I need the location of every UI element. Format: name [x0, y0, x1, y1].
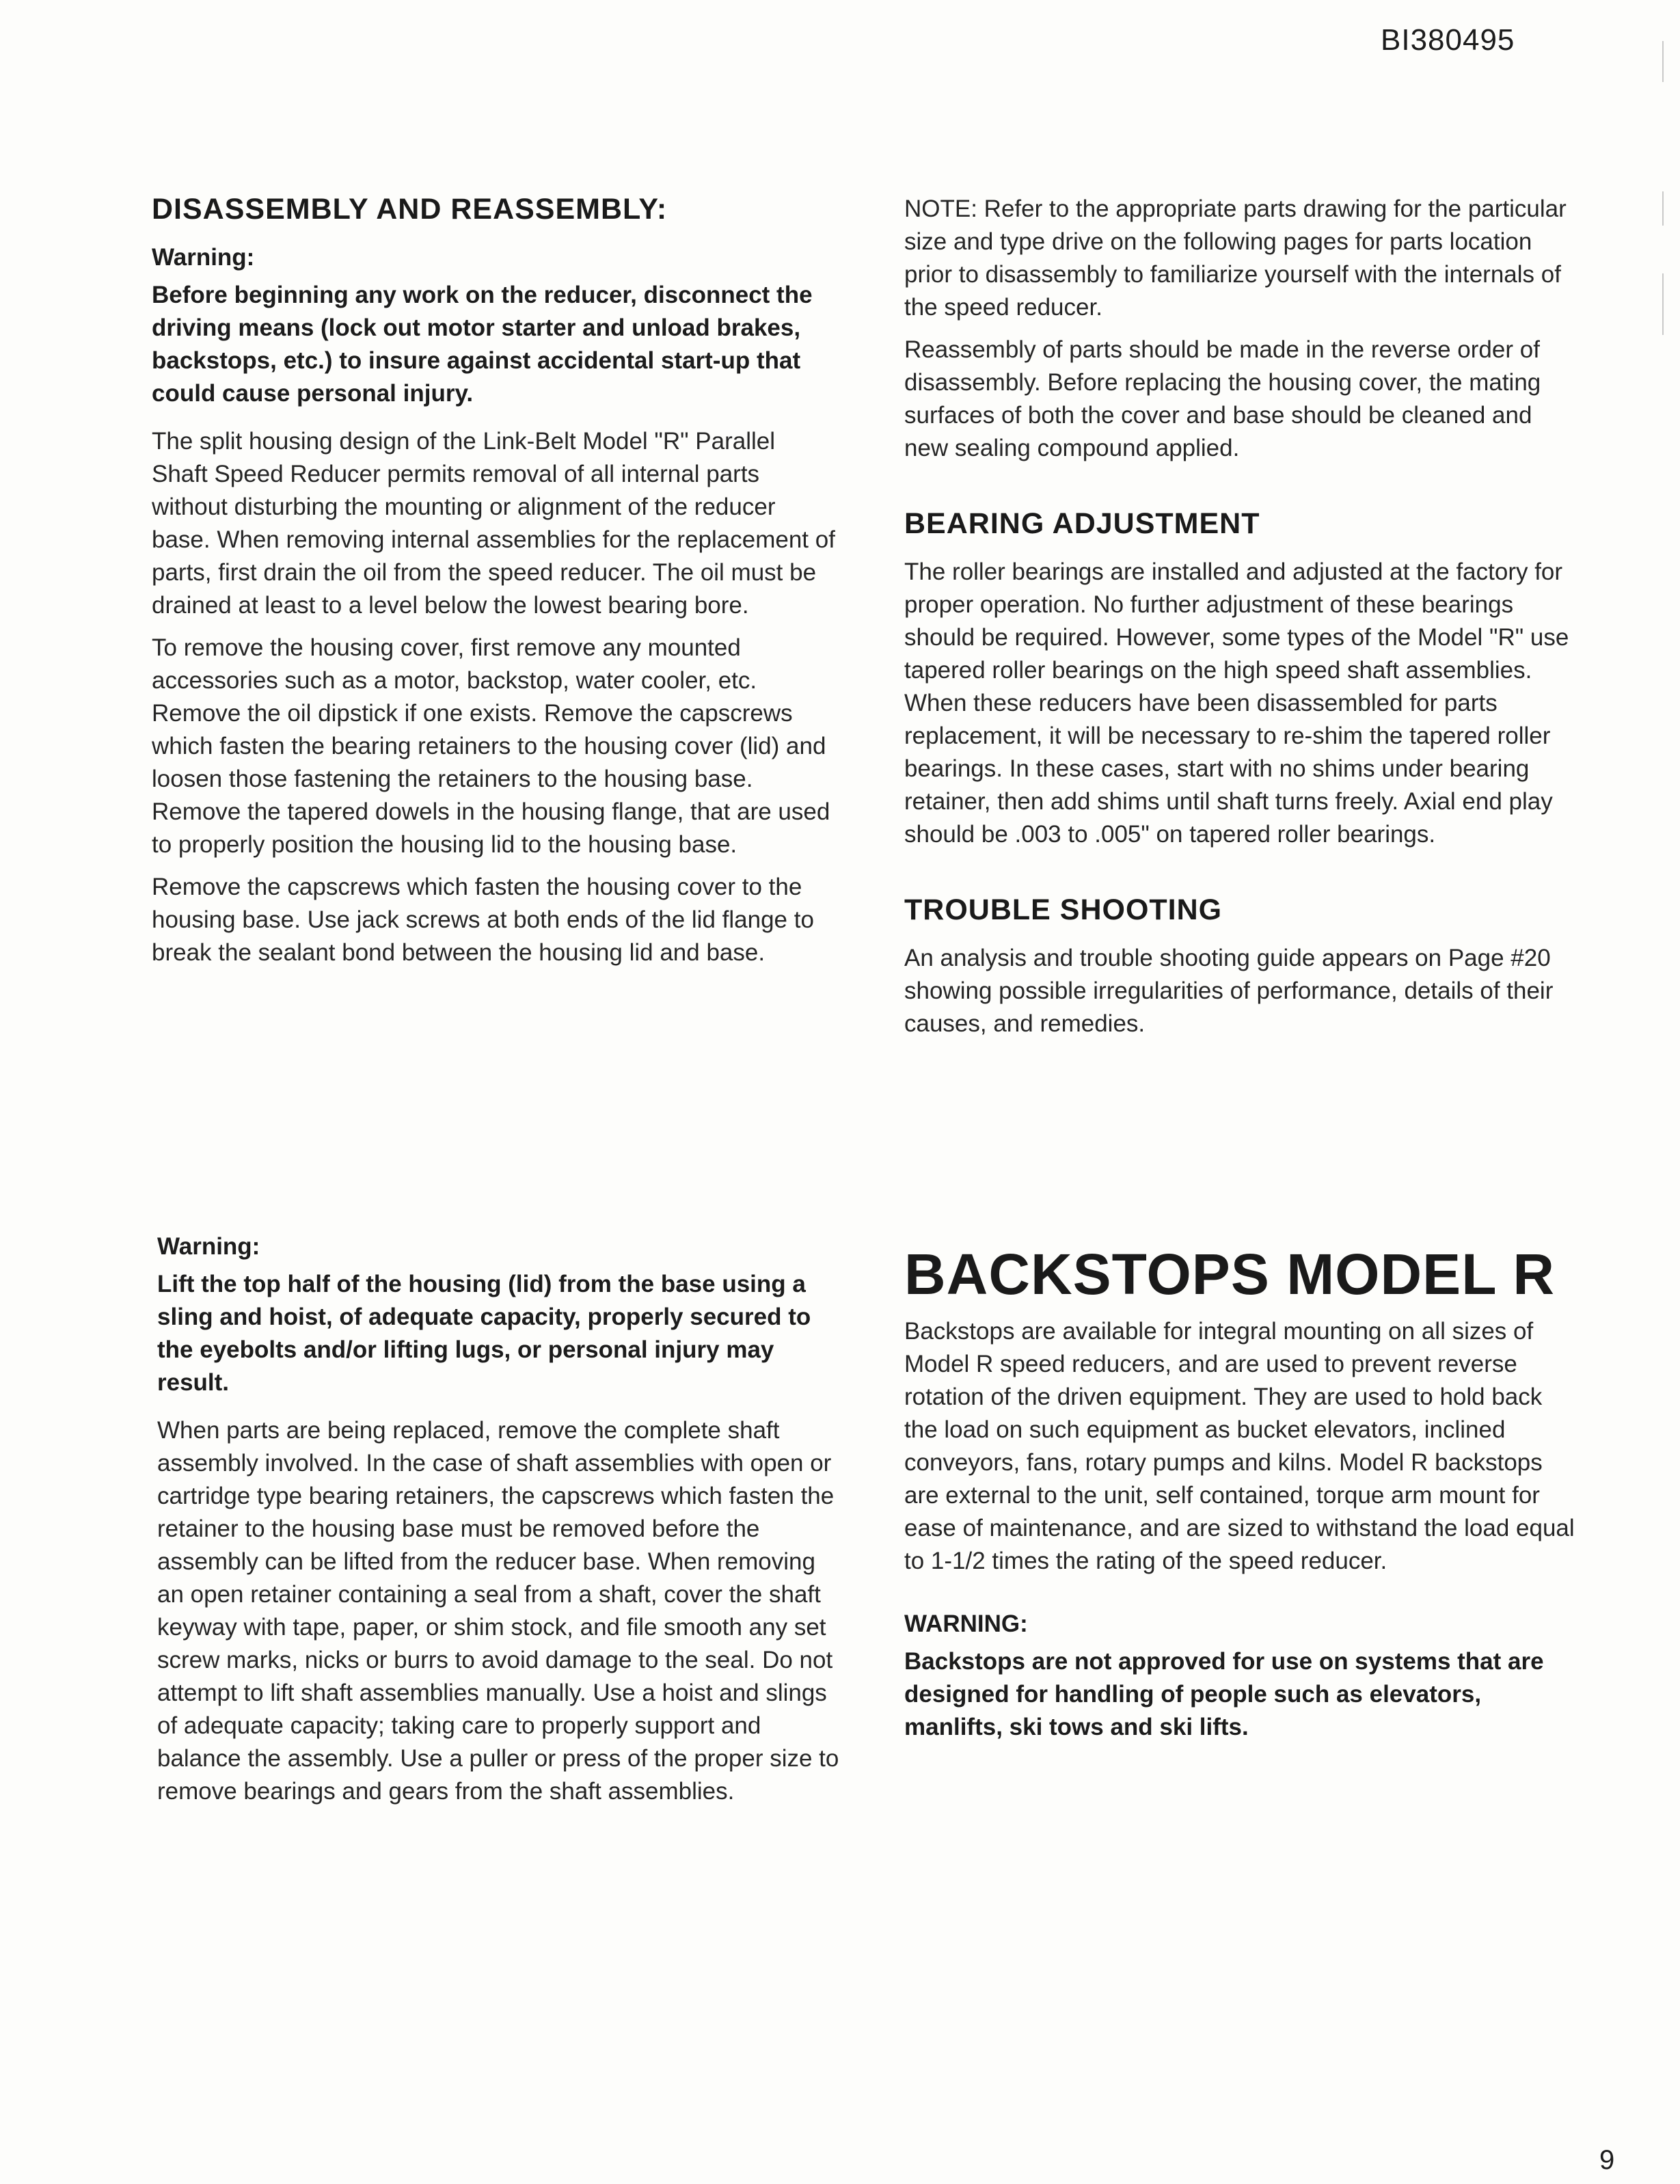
body-paragraph: When parts are being replaced, remove the complete shaft assembly involved. In the case of shaft assemblies with open or cartridge type bearing retainers, the capscrews which fasten the retainer to the housing base must be removed before the assembly can be lifted from the reducer base. When removing an open retainer containing a seal from a shaft, cover the shaft keyway with tape, paper, or shim stock, and file smooth any set screw marks, nicks or burrs to avoid damage to the seal. Do not attempt to lift shaft assemblies manually. Use a hoist and slings of adequate capacity; taking care to properly support and balance the assembly. Use a puller or press of the proper size to remove bearings and gears from the shaft assemblies.: [157, 1417, 839, 1805]
warning-text: Lift the top half of the housing (lid) from the base using a sling and hoist, of adequate capacity, properly secured to the eyebolts and/or lifting lugs, or personal injury may result.: [157, 1271, 811, 1396]
reassembly-section: [904, 193, 1577, 1050]
scan-edge-mark: [1662, 41, 1664, 82]
trouble-shooting-heading: TROUBLE SHOOTING: [904, 893, 1223, 926]
scan-edge-mark: [1662, 191, 1664, 226]
backstops-paragraph: Backstops are available for integral mounting on all sizes of Model R speed reducers, and are used to prevent reverse rotation of the driven equipment. They are used to hold back the load on such equipment as bucket elevators, inclined conveyors, fans, rotary pumps and kilns. Model R backstops are external to the unit, self contained, torque arm mount for ease of maintenance, and are sized to withstand the load equal to 1-1/2 times the rating of the speed reducer.: [904, 1318, 1575, 1575]
page-number: 9: [1599, 2145, 1615, 2175]
lifting-section: [157, 1230, 841, 1818]
warning-text: Before beginning any work on the reducer, disconnect the driving means (lock out motor starter and unload brakes, backstops, etc.) to insure against accidental start-up that could cause personal injury.: [152, 282, 813, 407]
disassembly-heading: DISASSEMBLY AND REASSEMBLY:: [152, 193, 668, 226]
reassembly-paragraph: Reassembly of parts should be made in the reverse order of disassembly. Before replacing the housing cover, the mating surfaces of both the cover and base should be cleaned and new sealing compound applied.: [904, 336, 1541, 461]
trouble-shooting-paragraph: An analysis and trouble shooting guide appears on Page #20 showing possible irregularities of performance, details of their causes, and remedies.: [904, 945, 1554, 1037]
bearing-adjustment-paragraph: The roller bearings are installed and adjusted at the factory for proper operation. No further adjustment of these bearings should be required. However, some types of the Model "R" use tapered roller bearings on the high speed shaft assemblies. When these reducers have been disassembled for parts replacement, it will be necessary to re-shim the tapered roller bearings. In these cases, start with no shims under bearing retainer, then add shims until shaft turns freely. Axial end play should be .003 to .005" on tapered roller bearings.: [904, 558, 1569, 848]
backstops-section: [904, 1244, 1577, 1759]
body-paragraph: To remove the housing cover, first remove any mounted accessories such as a motor, backstop, water cooler, etc. Remove the oil dipstick if one exists. Remove the capscrews which fasten the bearing retainers to the housing cover (lid) and loosen those fastening the retainers to the housing base. Remove the tapered dowels in the housing flange, that are used to properly position the housing lid to the housing base.: [152, 634, 830, 858]
scan-edge-mark: [1662, 273, 1664, 335]
body-paragraph: The split housing design of the Link-Belt Model "R" Parallel Shaft Speed Reducer permits removal of all internal parts without disturbing the mounting or alignment of the reducer base. When removing internal assemblies for the replacement of parts, first drain the oil from the speed reducer. The oil must be drained at least to a level below the lowest bearing bore.: [152, 428, 835, 619]
disassembly-section: [152, 193, 835, 979]
warning-label: WARNING:: [904, 1610, 1028, 1638]
note-paragraph: NOTE: Refer to the appropriate parts drawing for the particular size and type drive on the following pages for parts location prior to disassembly to familiarize yourself with the internals of the speed reducer.: [904, 196, 1567, 321]
backstops-heading: BACKSTOPS MODEL R: [904, 1242, 1555, 1306]
warning-text: Backstops are not approved for use on systems that are designed for handling of people such as elevators, manlifts, ski tows and ski lifts.: [904, 1648, 1544, 1741]
body-paragraph: Remove the capscrews which fasten the housing cover to the housing base. Use jack screws at both ends of the lid flange to break the sealant bond between the housing lid and base.: [152, 874, 814, 966]
warning-label: Warning:: [152, 244, 255, 271]
bearing-adjustment-heading: BEARING ADJUSTMENT: [904, 507, 1260, 540]
warning-label: Warning:: [157, 1233, 260, 1260]
document-code: BI380495: [1381, 23, 1515, 57]
